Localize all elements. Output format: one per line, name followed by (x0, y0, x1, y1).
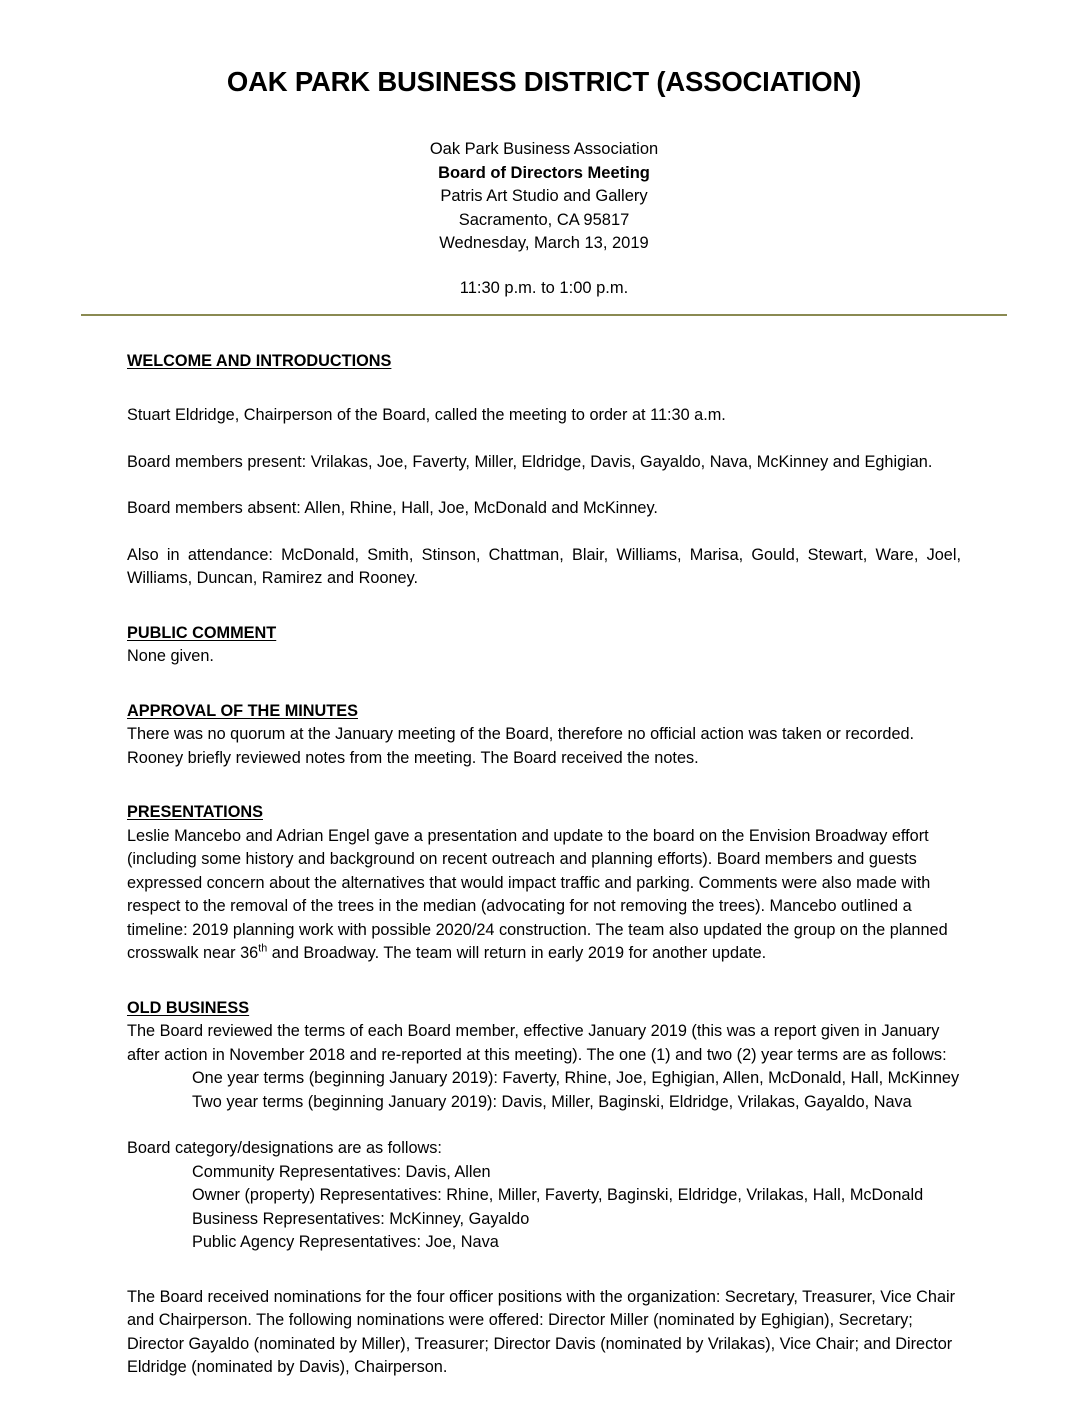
section-heading-approval-minutes: APPROVAL OF THE MINUTES (127, 701, 358, 720)
section-heading-presentations: PRESENTATIONS (127, 803, 263, 821)
section-heading-old-business: OLD BUSINESS (127, 998, 250, 1017)
nominations-paragraph: The Board received nominations for the four officer positions with the organization: Secretary, Treasurer, Vice Chair and Chairperson. The following nominations were offered: Director Miller (nominated by Eghigian), Secretary; Director Gayaldo (nominated by Miller), Treasurer; Director Davis (nominated by Vrilakas), Vice Chair; and Director Eldridge (nominated by Davis), Chairperson. (127, 1287, 956, 1376)
term-line-two-year: Two year terms (beginning January 2019): Davis, Miller, Baginski, Eldridge, Vrilakas, Gayaldo, Nava (192, 1092, 912, 1111)
terms-intro-paragraph: The Board reviewed the terms of each Board member, effective January 2019 (this was a report given in January after action in November 2018 and re-reported at this meeting). The one (1) and two (2) year terms are as follows: (127, 1022, 947, 1064)
meeting-date: Wednesday, March 13, 2019 (439, 234, 649, 252)
approval-minutes-body: There was no quorum at the January meeting of the Board, therefore no official action was taken or recorded. Rooney briefly reviewed notes from the meeting. The Board received the notes. (127, 725, 915, 767)
category-line-business: Business Representatives: McKinney, Gayaldo (192, 1209, 530, 1228)
presentations-text-part2: and Broadway. The team will return in early 2019 for another update. (267, 944, 767, 962)
organization-name: Oak Park Business Association (429, 140, 659, 158)
meeting-header-block (46, 138, 1042, 256)
also-in-attendance-paragraph: Also in attendance: McDonald, Smith, Stinson, Chattman, Blair, Williams, Marisa, Gould, Stewart, Ware, Joel, Williams, Duncan, Ramirez and Rooney. (127, 545, 961, 587)
members-present-paragraph: Board members present: Vrilakas, Joe, Faverty, Miller, Eldridge, Davis, Gayaldo, Nava, McKinney and Eghigian. (127, 452, 933, 471)
document-body (127, 316, 961, 1380)
section-heading-public-comment: PUBLIC COMMENT (127, 623, 277, 642)
category-line-owner: Owner (property) Representatives: Rhine, Miller, Faverty, Baginski, Eldridge, Vrilakas, Hall, McDonald (192, 1186, 924, 1204)
section-heading-welcome: WELCOME AND INTRODUCTIONS (127, 351, 392, 370)
venue-name: Patris Art Studio and Gallery (440, 187, 648, 205)
ordinal-superscript: th (258, 942, 268, 955)
categories-intro-paragraph: Board category/designations are as follows: (127, 1139, 442, 1157)
page-title: OAK PARK BUSINESS DISTRICT (ASSOCIATION) (226, 66, 862, 97)
public-comment-body: None given. (127, 647, 214, 665)
category-line-community: Community Representatives: Davis, Allen (192, 1162, 491, 1181)
presentations-body (127, 825, 961, 966)
call-to-order-paragraph: Stuart Eldridge, Chairperson of the Board, called the meeting to order at 11:30 a.m. (127, 406, 726, 424)
presentations-text-part1: Leslie Mancebo and Adrian Engel gave a presentation and update to the board on the Envision Broadway effort (including some history and background on recent outreach and planning efforts). Board members and guests expressed concern about the alternatives that would impact traffic and parking. Comments were also made with respect to the removal of the trees in the median (advocating for not removing the trees). Mancebo outlined a timeline: 2019 planning work with possible 2020/24 construction. The team also updated the group on the planned crosswalk near 36 (127, 826, 948, 962)
meeting-time: 11:30 p.m. to 1:00 p.m. (459, 278, 629, 297)
city-state-zip: Sacramento, CA 95817 (458, 210, 630, 229)
meeting-type: Board of Directors Meeting (438, 163, 650, 182)
term-line-one-year: One year terms (beginning January 2019): Faverty, Rhine, Joe, Eghigian, Allen, McDonald, Hall, McKinney (192, 1069, 960, 1087)
members-absent-paragraph: Board members absent: Allen, Rhine, Hall, Joe, McDonald and McKinney. (127, 499, 658, 517)
category-line-public-agency: Public Agency Representatives: Joe, Nava (192, 1233, 499, 1251)
